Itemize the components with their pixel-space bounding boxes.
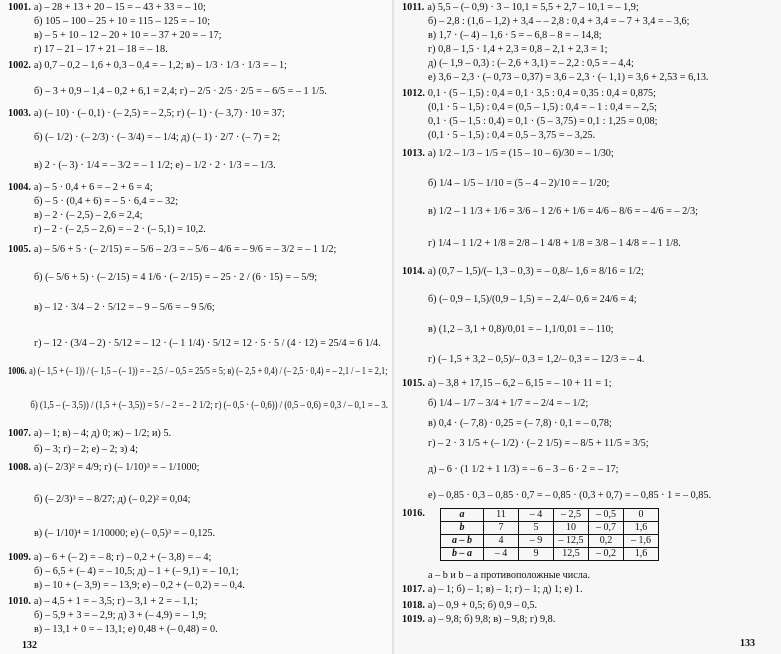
exercise-line xyxy=(8,108,285,120)
exercise-line xyxy=(402,72,708,84)
exercise-line xyxy=(8,302,215,314)
exercise-line xyxy=(402,238,681,250)
exercise-number: 1012. xyxy=(402,88,425,99)
right-page xyxy=(394,0,781,654)
exercise-text: б) 105 – 100 – 25 + 10 = 115 – 125 = – 10; xyxy=(34,16,210,27)
exercise-line xyxy=(402,58,634,70)
exercise-line xyxy=(402,378,612,390)
exercise-text: г) – 12 · (3/4 – 2) · 5/12 = – 12 · (– 1 1/4) · 5/12 = 12 · 5 · 5 / (4 · 12) = 25/4 = 6 1/4. xyxy=(34,338,381,349)
exercise-text: а) (– 1,5 + (– 1)) / (– 1,5 – (– 1)) = – 2,5 / – 0,5 = 25/5 = 5; в) (– 2,5 + 0,4) / (– 2,5 · 0,4) = – 2,1 / – 1 = 2,1; xyxy=(29,366,388,377)
table-cell: – 0,5 xyxy=(589,509,624,522)
exercise-number: 1010. xyxy=(8,596,31,607)
exercise-number: 1003. xyxy=(8,108,31,119)
exercise-line xyxy=(402,206,698,218)
exercise-number: 1014. xyxy=(402,266,425,277)
exercise-number: 1008. xyxy=(8,462,31,473)
exercise-text: б) 1/4 – 1/7 – 3/4 + 1/7 = – 2/4 = – 1/2; xyxy=(428,398,589,409)
exercise-text: в) 1,7 · (– 4) – 1,6 · 5 = – 6,8 – 8 = – 14,8; xyxy=(428,30,602,41)
page-number: 133 xyxy=(740,638,755,649)
exercise-line xyxy=(402,148,614,160)
exercise-text: а) (– 2/3)² = 4/9; г) (– 1/10)³ = – 1/1000; xyxy=(33,462,200,473)
exercise-line xyxy=(402,614,555,626)
exercise-text: а) 5,5 – (– 0,9) · 3 – 10,1 = 5,5 + 2,7 – 10,1 = – 1,9; xyxy=(427,2,639,13)
table-row xyxy=(441,548,659,561)
exercise-line xyxy=(8,366,388,378)
exercise-number: 1018. xyxy=(402,600,425,611)
exercise-number: 1019. xyxy=(402,614,425,625)
row-label: a xyxy=(441,509,484,522)
exercise-line xyxy=(8,428,171,440)
exercise-text: a – b и b – a противоположные числа. xyxy=(428,570,590,581)
exercise-text: б) – 5 · (0,4 + 6) = – 5 · 6,4 = – 32; xyxy=(34,196,179,207)
exercise-line xyxy=(8,2,206,14)
exercise-text: в) – 10 + (– 3,9) = – 13,9; е) – 0,2 + (– 0,2) = – 0,4. xyxy=(34,580,245,591)
exercise-line xyxy=(402,508,428,520)
exercise-line xyxy=(402,44,607,56)
table-cell: 10 xyxy=(554,522,589,535)
exercise-text: б) – 3 + 0,9 – 1,4 – 0,2 + 6,1 = 2,4; г) – 2/5 · 2/5 · 2/5 = – 6/5 = – 1 1/5. xyxy=(34,86,327,97)
exercise-number: 1005. xyxy=(8,244,31,255)
exercise-text: б) – 3; г) – 2; е) – 2; з) 4; xyxy=(34,444,138,455)
table-cell: – 9 xyxy=(519,535,554,548)
exercise-line xyxy=(8,552,211,564)
exercise-text: в) – 13,1 + 0 = – 13,1; е) 0,48 + (– 0,48) = 0. xyxy=(34,624,218,635)
exercise-line xyxy=(8,566,239,578)
exercise-text: в) 2 · (– 3) · 1/4 = – 3/2 = – 1 1/2; е) – 1/2 · 2 · 1/3 = – 1/3. xyxy=(34,160,276,171)
table-cell: – 0,2 xyxy=(589,548,624,561)
table-cell: – 4 xyxy=(519,509,554,522)
exercise-number: 1009. xyxy=(8,552,31,563)
exercise-line xyxy=(402,30,602,42)
exercise-text: г) 0,8 – 1,5 · 1,4 + 2,3 = 0,8 – 2,1 + 2,3 = 1; xyxy=(428,44,608,55)
exercise-text: д) (– 1,9 – 0,3) : (– 2,6 + 3,1) = – 2,2 : 0,5 = – 4,4; xyxy=(428,58,634,69)
exercise-text: (0,1 · 5 – 1,5) : 0,4 = 0,5 – 3,75 = – 3,25. xyxy=(428,130,596,141)
exercise-line xyxy=(402,354,644,366)
table-cell: 1,6 xyxy=(624,522,659,535)
row-label: a – b xyxy=(441,535,484,548)
exercise-number: 1015. xyxy=(402,378,425,389)
exercise-line xyxy=(402,102,657,114)
exercise-text: а) – 6 + (– 2) = – 8; г) – 0,2 + (– 3,8) = – 4; xyxy=(33,552,212,563)
table-cell: – 1,6 xyxy=(624,535,659,548)
exercise-line xyxy=(8,610,206,622)
exercise-number: 1007. xyxy=(8,428,31,439)
exercise-text: г) 1/4 – 1 1/2 + 1/8 = 2/8 – 1 4/8 + 1/8 = 3/8 – 1 4/8 = – 1 1/8. xyxy=(428,238,681,249)
exercise-line xyxy=(402,464,619,476)
exercise-number: 1002. xyxy=(8,60,31,71)
exercise-text: а) – 4,5 + 1 = – 3,5; г) – 3,1 + 2 = – 1,1; xyxy=(33,596,198,607)
exercise-text: в) – 2 · (– 2,5) – 2,6 = 2,4; xyxy=(34,210,143,221)
table-row xyxy=(441,509,659,522)
table-cell: – 4 xyxy=(484,548,519,561)
exercise-text: г) – 2 · (– 2,5 – 2,6) = – 2 · (– 5,1) = 10,2. xyxy=(34,224,206,235)
table-cell: – 0,7 xyxy=(589,522,624,535)
exercise-line xyxy=(402,398,588,410)
exercise-line xyxy=(402,490,711,502)
exercise-text: д) – 6 · (1 1/2 + 1 1/3) = – 6 – 3 – 6 · 2 = – 17; xyxy=(428,464,619,475)
exercise-line xyxy=(8,30,221,42)
exercise-text: б) 1/4 – 1/5 – 1/10 = (5 – 4 – 2)/10 = – 1/20; xyxy=(428,178,610,189)
exercise-text: а) (0,7 – 1,5)/(– 1,3 – 0,3) = – 0,8/– 1,6 = 8/16 = 1/2; xyxy=(427,266,644,277)
exercise-line xyxy=(402,294,637,306)
exercise-line xyxy=(8,224,206,236)
exercise-line xyxy=(8,494,190,506)
exercise-line xyxy=(402,324,614,336)
table-cell: 7 xyxy=(484,522,519,535)
exercise-line xyxy=(8,210,142,222)
exercise-line xyxy=(402,178,609,190)
exercise-line xyxy=(8,44,168,56)
page-number: 132 xyxy=(22,640,37,651)
exercise-text: б) (– 5/6 + 5) · (– 2/15) = 4 1/6 · (– 2/15) = – 25 · 2 / (6 · 15) = – 5/9; xyxy=(34,272,318,283)
exercise-line xyxy=(402,600,537,612)
exercise-line xyxy=(8,400,388,412)
exercise-text: а) – 28 + 13 + 20 – 15 = – 43 + 33 = – 10; xyxy=(33,2,206,13)
exercise-text: б) – 6,5 + (– 4) = – 10,5; д) – 1 + (– 9,1) = – 10,1; xyxy=(34,566,239,577)
exercise-line xyxy=(402,266,644,278)
exercise-number: 1001. xyxy=(8,2,31,13)
exercise-text: а) 0,7 – 0,2 – 1,6 + 0,3 – 0,4 = – 1,2; в) – 1/3 · 1/3 · 1/3 = – 1; xyxy=(33,60,287,71)
exercise-line xyxy=(8,580,245,592)
exercise-text: б) – 2,8 : (1,6 – 1,2) + 3,4 – – 2,8 : 0,4 + 3,4 = – 7 + 3,4 = – 3,6; xyxy=(428,16,690,27)
exercise-line xyxy=(8,16,210,28)
exercise-line xyxy=(8,272,317,284)
exercise-text: 0,1 · (5 – 1,5 : 0,4) = 0,1 · (5 – 3,75) = 0,1 : 1,25 = 0,08; xyxy=(428,116,658,127)
exercise-line xyxy=(8,462,199,474)
table-cell: 0 xyxy=(624,509,659,522)
table-cell: – 2,5 xyxy=(554,509,589,522)
exercise-line xyxy=(402,570,590,582)
exercise-line xyxy=(8,86,327,98)
table-cell: 1,6 xyxy=(624,548,659,561)
row-label: b – a xyxy=(441,548,484,561)
exercise-number: 1017. xyxy=(402,584,425,595)
exercise-text: а) (– 10) · (– 0,1) · (– 2,5) = – 2,5; г) (– 1) · (– 3,7) · 10 = 37; xyxy=(33,108,285,119)
table-cell: 5 xyxy=(519,522,554,535)
exercise-line xyxy=(8,160,276,172)
exercise-text: в) 0,4 · (– 7,8) · 0,25 = (– 7,8) · 0,1 = – 0,78; xyxy=(428,418,612,429)
exercise-line xyxy=(402,438,649,450)
exercise-text: г) – 2 · 3 1/5 + (– 1/2) · (– 2 1/5) = – 8/5 + 11/5 = 3/5; xyxy=(428,438,649,449)
exercise-text: б) – 5,9 + 3 = – 2,9; д) 3 + (– 4,9) = – 1,9; xyxy=(34,610,207,621)
exercise-text: а) – 5 · 0,4 + 6 = – 2 + 6 = 4; xyxy=(33,182,153,193)
exercise-text: в) 1/2 – 1 1/3 + 1/6 = 3/6 – 1 2/6 + 1/6 = 4/6 – 8/6 = – 4/6 = – 2/3; xyxy=(428,206,698,217)
exercise-text: г) 17 – 21 – 17 + 21 – 18 = – 18. xyxy=(34,44,168,55)
exercise-text: а) – 9,8; б) 9,8; в) – 9,8; г) 9,8. xyxy=(427,614,556,625)
exercise-line xyxy=(8,132,280,144)
exercise-text: в) – 5 + 10 – 12 – 20 + 10 = – 37 + 20 = – 17; xyxy=(34,30,222,41)
exercise-text: а) – 5/6 + 5 · (– 2/15) = – 5/6 – 2/3 = – 5/6 – 4/6 = – 9/6 = – 3/2 = – 1 1/2; xyxy=(33,244,337,255)
exercise-text: 0,1 · (5 – 1,5) : 0,4 = 0,1 · 3,5 : 0,4 = 0,35 : 0,4 = 0,875; xyxy=(427,88,656,99)
exercise-text: в) (1,2 – 3,1 + 0,8)/0,01 = – 1,1/0,01 = – 110; xyxy=(428,324,614,335)
table-cell: 4 xyxy=(484,535,519,548)
exercise-line xyxy=(8,196,178,208)
exercise-text: г) (– 1,5 + 3,2 – 0,5)/– 0,3 = 1,2/– 0,3 = – 12/3 = – 4. xyxy=(428,354,645,365)
exercise-line xyxy=(402,418,612,430)
table-cell: 0,2 xyxy=(589,535,624,548)
exercise-line xyxy=(8,338,381,350)
exercise-text: в) (– 1/10)⁴ = 1/10000; е) (– 0,5)³ = – 0,125. xyxy=(34,528,216,539)
exercise-text: а) – 0,9 + 0,5; б) 0,9 – 0,5. xyxy=(427,600,538,611)
exercise-text: а) – 3,8 + 17,15 – 6,2 – 6,15 = – 10 + 11 = 1; xyxy=(427,378,612,389)
table-row xyxy=(441,522,659,535)
exercise-line xyxy=(8,444,138,456)
exercise-text: (0,1 · 5 – 1,5) : 0,4 = (0,5 – 1,5) : 0,4 = – 1 : 0,4 = – 2,5; xyxy=(428,102,657,113)
exercise-text: а) – 1; в) – 4; д) 0; ж) – 1/2; и) 5. xyxy=(33,428,171,439)
exercise-line xyxy=(402,584,583,596)
exercise-text: е) 3,6 – 2,3 · (– 0,73 – 0,37) = 3,6 – 2,3 · (– 1,1) = 3,6 + 2,53 = 6,13. xyxy=(428,72,709,83)
exercise-number: 1013. xyxy=(402,148,425,159)
exercise-line xyxy=(8,60,287,72)
exercise-line xyxy=(8,528,215,540)
exercise-text: б) (– 2/3)³ = – 8/27; д) (– 0,2)² = 0,04; xyxy=(34,494,191,505)
table-cell: 12,5 xyxy=(554,548,589,561)
table-cell: – 12,5 xyxy=(554,535,589,548)
exercise-number: 1016. xyxy=(402,508,425,519)
exercise-number: 1004. xyxy=(8,182,31,193)
table-cell: 9 xyxy=(519,548,554,561)
exercise-text: в) – 12 · 3/4 – 2 · 5/12 = – 9 – 5/6 = – 9 5/6; xyxy=(34,302,215,313)
exercise-text: е) – 0,85 · 0,3 – 0,85 · 0,7 = – 0,85 · (0,3 + 0,7) = – 0,85 · 1 = – 0,85. xyxy=(428,490,712,501)
exercise-line xyxy=(8,596,198,608)
exercise-line xyxy=(402,130,595,142)
exercise-text: б) (1,5 – (– 3,5)) / (1,5 + (– 3,5)) = 5 / – 2 = – 2 1/2; г) (– 0,5 · (– 0,6)) / (0,5 – 0,6) = 0,3 / – 0,1 = – 3. xyxy=(30,400,388,411)
exercise-line xyxy=(8,244,336,256)
table-cell: 11 xyxy=(484,509,519,522)
exercise-text: а) 1/2 – 1/3 – 1/5 = (15 – 10 – 6)/30 = – 1/30; xyxy=(427,148,614,159)
exercise-text: б) (– 0,9 – 1,5)/(0,9 – 1,5) = – 2,4/– 0,6 = 24/6 = 4; xyxy=(428,294,637,305)
exercise-number: 1006. xyxy=(8,366,27,377)
exercise-line xyxy=(402,116,657,128)
exercise-number: 1011. xyxy=(402,2,425,13)
exercise-line xyxy=(402,88,656,100)
exercise-line xyxy=(8,182,153,194)
exercise-text: а) – 1; б) – 1; в) – 1; г) – 1; д) 1; е) 1. xyxy=(427,584,583,595)
table-row xyxy=(441,535,659,548)
exercise-line xyxy=(402,16,689,28)
row-label: b xyxy=(441,522,484,535)
values-table xyxy=(440,508,659,561)
exercise-line xyxy=(402,2,639,14)
exercise-text: б) (– 1/2) · (– 2/3) · (– 3/4) = – 1/4; д) (– 1) · 2/7 · (– 7) = 2; xyxy=(34,132,281,143)
exercise-line xyxy=(8,624,218,636)
